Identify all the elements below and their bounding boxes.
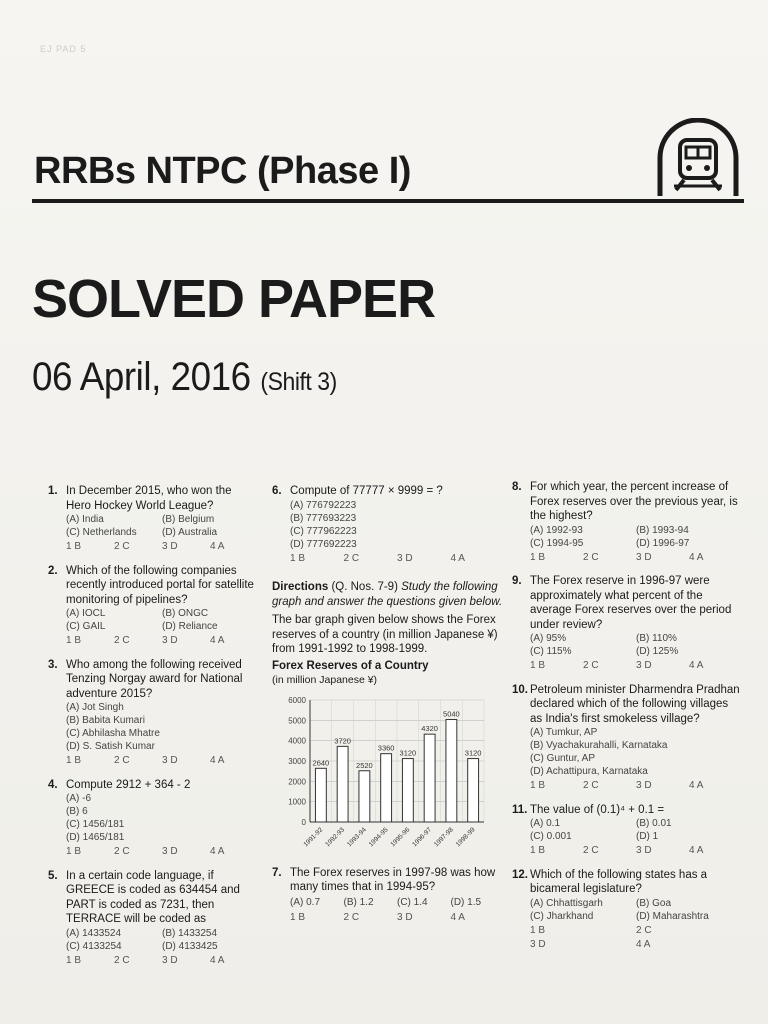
y-tick-label: 5000 (288, 715, 306, 725)
option: (A) IOCL (66, 608, 106, 619)
y-tick-label: 2000 (288, 776, 306, 786)
bar-value-label: 5040 (443, 709, 460, 719)
question-7 (272, 866, 504, 926)
option: (A) 0.7 (290, 896, 321, 908)
option: (B) 1.2 (343, 896, 374, 908)
answer-keys (66, 540, 258, 555)
key: 3 D (530, 939, 546, 950)
bar-value-label: 3720 (334, 735, 351, 745)
option: (A) 1992-93 (530, 524, 583, 536)
key: 4 A (450, 552, 465, 564)
option: (B) 777693223 (290, 512, 357, 524)
answer-keys (530, 779, 742, 794)
chart-description: The bar graph given below shows the Forex reserves of a country (in million Japanese ¥) from 1991-1992 to 1998-1999. (272, 614, 498, 655)
column-2 (272, 484, 504, 935)
key: 4 A (210, 635, 225, 646)
paper-date (32, 355, 337, 400)
key: 2 C (583, 780, 599, 791)
option: (A) 776792223 (290, 499, 357, 511)
bar (315, 768, 326, 822)
bar (424, 734, 435, 822)
key: 1 B (66, 846, 82, 857)
option: (B) 6 (66, 806, 88, 817)
key: 4 A (689, 551, 704, 563)
key: 2 C (114, 635, 130, 646)
option: (C) 777962223 (290, 525, 357, 537)
question-5 (48, 869, 258, 969)
question-number: 6. (272, 485, 282, 497)
key: 4 A (210, 755, 225, 766)
answer-keys (530, 659, 742, 674)
key: 1 B (530, 845, 546, 856)
key: 3 D (162, 846, 178, 857)
option: (C) 115% (530, 646, 572, 657)
key: 3 D (397, 552, 413, 564)
option: (C) Jharkhand (530, 910, 594, 922)
key: 2 C (114, 541, 130, 552)
option: (D) 777692223 (290, 538, 357, 550)
chart-subtitle: (in million Japanese ¥) (272, 674, 378, 686)
key: 4 A (450, 912, 465, 923)
question-number: 10. (512, 683, 528, 696)
option: (C) GAIL (66, 621, 106, 632)
answer-keys (530, 924, 742, 953)
option: (D) 1465/181 (66, 832, 125, 843)
x-tick-label: 1991-92 (302, 825, 325, 848)
key: 4 A (689, 660, 704, 671)
column-1 (48, 484, 258, 977)
options (530, 524, 742, 550)
key: 2 C (583, 660, 599, 671)
watermark: EJ PAD 5 (40, 44, 87, 54)
option: (B) Goa (636, 897, 672, 909)
forex-bar-chart (272, 692, 494, 860)
question-number: 12. (512, 868, 528, 881)
question-6 (272, 484, 504, 566)
question-4 (48, 778, 258, 860)
x-tick-label: 1997-98 (432, 825, 455, 848)
question-number: 1. (48, 485, 58, 497)
key: 3 D (636, 660, 652, 671)
chart-title: Forex Reserves of a Country (272, 659, 429, 672)
question-text: Who among the following received Tenzing Norgay award for National adventure 2015? (66, 658, 243, 700)
key: 2 C (343, 552, 360, 564)
directions (272, 580, 504, 609)
question-11 (512, 803, 742, 859)
option: (D) 4133425 (162, 940, 218, 952)
y-tick-label: 1000 (288, 797, 306, 807)
bar (337, 746, 348, 822)
shift-text: (Shift 3) (260, 368, 337, 396)
key: 4 A (689, 780, 704, 791)
question-number: 8. (512, 481, 522, 493)
header-rule (32, 199, 744, 203)
key: 4 A (636, 939, 651, 950)
question-text: The value of (0.1)⁴ + 0.1 = (530, 803, 665, 816)
answer-keys (66, 845, 258, 860)
directions-label: Directions (272, 581, 329, 593)
option: (A) 1433524 (66, 927, 122, 939)
option: (B) 1433254 (162, 927, 218, 939)
option: (D) Achattipura, Karnataka (530, 766, 648, 777)
option: (A) India (66, 514, 104, 525)
option: (B) ONGC (162, 608, 209, 619)
option: (B) Babita Kumari (66, 715, 145, 726)
option: (C) 1456/181 (66, 819, 125, 830)
options (66, 927, 258, 953)
key: 1 B (530, 551, 546, 563)
key: 1 B (530, 780, 546, 791)
bar (446, 719, 457, 821)
key: 3 D (162, 635, 178, 646)
options (66, 701, 258, 753)
key: 4 A (210, 954, 225, 966)
option: (C) 1994-95 (530, 537, 584, 549)
options (290, 896, 504, 911)
x-tick-label: 1998-99 (454, 825, 477, 848)
key: 3 D (636, 845, 652, 856)
option: (D) 1.5 (450, 896, 482, 908)
answer-keys (530, 551, 742, 566)
option: (D) 1996-97 (636, 537, 690, 549)
x-tick-label: 1992-93 (324, 825, 347, 848)
options (66, 607, 258, 633)
answer-keys (66, 754, 258, 769)
key: 1 B (530, 660, 546, 671)
train-icon (650, 118, 746, 198)
bar-value-label: 3120 (464, 748, 482, 758)
bar-value-label: 3360 (377, 743, 395, 753)
question-text: The Forex reserve in 1996-97 were approximately what percent of the average Forex reserves over the period under review? (530, 575, 732, 631)
option: (D) 1 (636, 831, 659, 842)
key: 2 C (114, 755, 130, 766)
y-tick-label: 0 (301, 817, 306, 827)
key: 3 D (162, 755, 178, 766)
option: (A) Chhattisgarh (530, 897, 603, 909)
y-tick-label: 3000 (288, 756, 306, 766)
question-text: The Forex reserves in 1997-98 was how many times that in 1994-95? (290, 866, 496, 893)
key: 2 C (114, 954, 130, 966)
bar-value-label: 2520 (356, 760, 373, 770)
options (530, 726, 742, 778)
key: 2 C (636, 924, 652, 936)
bar-value-label: 4320 (421, 723, 438, 733)
answer-keys (530, 844, 742, 859)
question-text: Compute of 77777 × 9999 = ? (290, 485, 443, 497)
answer-keys (66, 954, 258, 969)
key: 3 D (636, 551, 652, 563)
key: 2 C (343, 912, 360, 923)
option: (D) Reliance (162, 621, 218, 632)
key: 1 B (290, 552, 306, 564)
column-3 (512, 480, 742, 962)
x-tick-label: 1993-94 (345, 825, 368, 848)
option: (B) 110% (636, 633, 677, 644)
option: (D) S. Satish Kumar (66, 741, 155, 752)
option: (A) 0.1 (530, 818, 561, 829)
question-8 (512, 480, 742, 565)
option: (B) Belgium (162, 514, 215, 525)
answer-keys (290, 911, 504, 926)
exam-title: RRBs NTPC (Phase I) (34, 150, 411, 192)
options (530, 897, 742, 923)
answer-keys (290, 552, 504, 567)
x-tick-label: 1995-96 (389, 825, 412, 848)
question-10 (512, 683, 742, 794)
key: 3 D (397, 912, 413, 923)
option: (B) 1993-94 (636, 524, 689, 536)
option: (A) 95% (530, 633, 567, 644)
key: 1 B (66, 541, 82, 552)
option: (C) Abhilasha Mhatre (66, 728, 160, 739)
option: (D) Australia (162, 527, 218, 538)
key: 1 B (66, 755, 82, 766)
key: 3 D (162, 541, 178, 552)
option: (C) Guntur, AP (530, 753, 596, 764)
option: (C) Netherlands (66, 527, 137, 538)
question-text: Compute 2912 + 364 - 2 (66, 778, 191, 791)
bar (381, 753, 392, 821)
question-3 (48, 658, 258, 769)
directions-text: Study the following graph and answer the questions given below. (272, 581, 503, 608)
question-number: 3. (48, 658, 58, 671)
option: (D) Maharashtra (636, 910, 709, 922)
option: (B) 0.01 (636, 818, 672, 829)
key: 3 D (636, 780, 652, 791)
key: 2 C (114, 846, 130, 857)
y-tick-label: 6000 (288, 695, 306, 705)
question-1 (48, 484, 258, 555)
key: 2 C (583, 845, 599, 856)
option: (A) Tumkur, AP (530, 727, 598, 738)
key: 4 A (689, 845, 704, 856)
question-number: 9. (512, 575, 522, 587)
option: (A) -6 (66, 793, 91, 804)
options (290, 499, 504, 551)
option: (D) 125% (636, 646, 679, 657)
option: (C) 4133254 (66, 940, 122, 952)
bar (359, 770, 370, 821)
question-text: Which of the following companies recently introduced portal for satellite monitoring of pipelines? (66, 564, 254, 606)
key: 4 A (210, 541, 225, 552)
x-tick-label: 1996-97 (411, 825, 434, 848)
question-12 (512, 868, 742, 953)
bar-value-label: 3120 (399, 748, 417, 758)
bar (468, 758, 479, 821)
question-2 (48, 564, 258, 649)
question-text: In December 2015, who won the Hero Hockey World League? (66, 485, 232, 512)
question-number: 2. (48, 564, 58, 577)
bar (402, 758, 413, 821)
solved-paper-title: SOLVED PAPER (32, 269, 436, 329)
key: 1 B (290, 912, 306, 923)
answer-keys (66, 634, 258, 649)
key: 1 B (530, 924, 546, 936)
y-tick-label: 4000 (288, 736, 306, 746)
options (530, 632, 742, 658)
key: 1 B (66, 635, 82, 646)
option: (C) 1.4 (397, 896, 428, 908)
question-number: 5. (48, 869, 58, 882)
question-text: Which of the following states has a bicameral legislature? (530, 868, 708, 895)
options (66, 792, 258, 844)
question-text: Petroleum minister Dharmendra Pradhan declared which of the following villages as India's first smokeless village? (530, 683, 740, 725)
key: 1 B (66, 954, 82, 966)
key: 3 D (162, 954, 178, 966)
option: (C) 0.001 (530, 831, 572, 842)
date-text: 06 April, 2016 (32, 355, 251, 399)
options (66, 513, 258, 539)
question-number: 11. (512, 803, 528, 816)
question-9 (512, 574, 742, 674)
x-tick-label: 1994-95 (367, 825, 390, 848)
bar-value-label: 2640 (312, 757, 330, 767)
question-number: 4. (48, 778, 58, 791)
option: (A) Jot Singh (66, 702, 124, 713)
directions-nos: (Q. Nos. 7-9) (331, 581, 398, 593)
key: 2 C (583, 551, 599, 563)
option: (B) Vyachakurahalli, Karnataka (530, 740, 668, 751)
key: 4 A (210, 846, 225, 857)
question-text: For which year, the percent increase of Forex reserves over the previous year, is the highest? (530, 481, 738, 522)
question-text: In a certain code language, if GREECE is coded as 634454 and PART is coded as 7231, then TERRACE will be coded as (66, 869, 240, 925)
options (530, 817, 742, 843)
question-number: 7. (272, 866, 282, 879)
